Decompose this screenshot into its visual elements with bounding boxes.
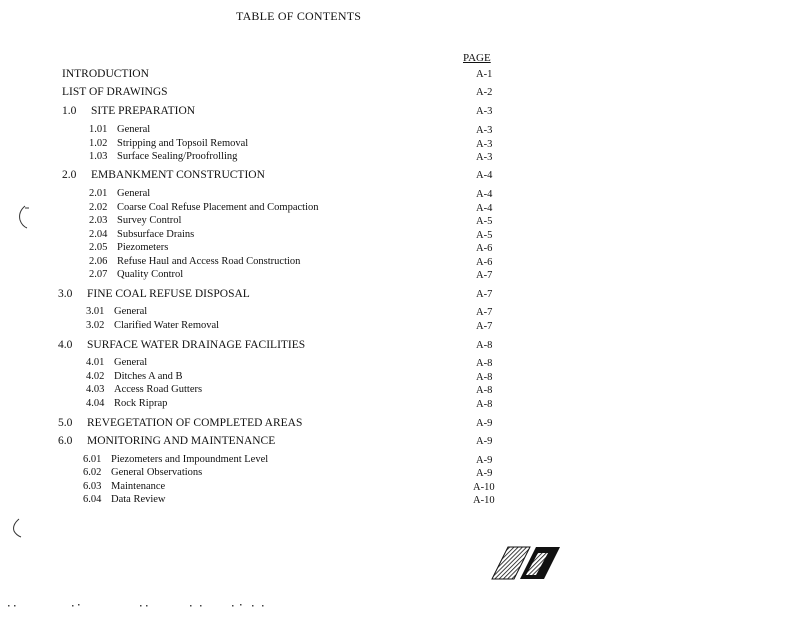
toc-number: 2.07 (89, 269, 108, 280)
toc-title: INTRODUCTION (62, 68, 149, 80)
toc-number: 2.01 (89, 188, 108, 199)
toc-number: 6.0 (58, 435, 73, 447)
toc-page: A-9 (476, 455, 493, 466)
toc-page: A-10 (473, 495, 495, 506)
toc-title: EMBANKMENT CONSTRUCTION (91, 169, 265, 181)
toc-title: Quality Control (117, 269, 184, 280)
toc-title: Access Road Gutters (114, 384, 203, 395)
toc-title: MONITORING AND MAINTENANCE (87, 435, 276, 447)
toc-title: Rock Riprap (114, 398, 168, 409)
toc-page: A-6 (476, 243, 493, 254)
page-column-header: PAGE (463, 52, 491, 64)
toc-number: 6.03 (83, 481, 102, 492)
toc-title: Refuse Haul and Access Road Construction (117, 256, 301, 267)
toc-number: 4.04 (86, 398, 105, 409)
toc-number: 2.0 (62, 169, 77, 181)
toc-page: A-3 (476, 152, 493, 163)
toc-title: Piezometers (117, 242, 169, 253)
toc-page: A-4 (476, 170, 493, 181)
company-logo-icon (490, 545, 562, 581)
toc-page: A-8 (476, 385, 493, 396)
toc-number: 3.01 (86, 306, 105, 317)
toc-title: Survey Control (117, 215, 182, 226)
toc-page: A-3 (476, 125, 493, 136)
toc-number: 3.0 (58, 288, 73, 300)
toc-number: 6.04 (83, 494, 102, 505)
toc-number: 4.03 (86, 384, 105, 395)
toc-number: 2.03 (89, 215, 108, 226)
toc-title: Piezometers and Impoundment Level (111, 454, 269, 465)
toc-number: 1.03 (89, 151, 108, 162)
toc-number: 1.02 (89, 138, 108, 149)
binder-hole-mark (16, 204, 30, 230)
toc-page: A-7 (476, 289, 493, 300)
toc-page: A-9 (476, 418, 493, 429)
toc-page: A-8 (476, 358, 493, 369)
toc-title: General (114, 357, 148, 368)
toc-title: SITE PREPARATION (91, 105, 196, 117)
toc-page: A-3 (476, 139, 493, 150)
toc-title: Data Review (111, 494, 166, 505)
toc-title: Ditches A and B (114, 371, 183, 382)
toc-title: REVEGETATION OF COMPLETED AREAS (87, 417, 303, 429)
toc-number: 5.0 (58, 417, 73, 429)
toc-title: General (117, 188, 151, 199)
toc-page: A-7 (476, 321, 493, 332)
toc-page: A-5 (476, 230, 493, 241)
toc-page: A-10 (473, 482, 495, 493)
toc-title: Stripping and Topsoil Removal (117, 138, 249, 149)
toc-title: Subsurface Drains (117, 229, 195, 240)
toc-number: 1.0 (62, 105, 77, 117)
toc-page: A-4 (476, 203, 493, 214)
toc-title: SURFACE WATER DRAINAGE FACILITIES (87, 339, 306, 351)
toc-page: A-8 (476, 372, 493, 383)
toc-title: FINE COAL REFUSE DISPOSAL (87, 288, 250, 300)
toc-number: 2.04 (89, 229, 108, 240)
toc-number: 2.05 (89, 242, 108, 253)
toc-page: A-3 (476, 106, 493, 117)
toc-title: Maintenance (111, 481, 166, 492)
document-title: TABLE OF CONTENTS (236, 9, 362, 23)
toc-page: A-4 (476, 189, 493, 200)
toc-title: Surface Sealing/Proofrolling (117, 151, 238, 162)
toc-number: 4.01 (86, 357, 105, 368)
toc-number: 4.0 (58, 339, 73, 351)
toc-number: 6.01 (83, 454, 102, 465)
toc-page: A-2 (476, 87, 493, 98)
scan-artifact-dots (0, 600, 300, 610)
toc-title: General (117, 124, 151, 135)
toc-page: A-1 (476, 69, 493, 80)
toc-page: A-8 (476, 399, 493, 410)
toc-title: LIST OF DRAWINGS (62, 86, 168, 98)
toc-page: A-9 (476, 436, 493, 447)
toc-title: Coarse Coal Refuse Placement and Compaction (117, 202, 319, 213)
toc-page: A-9 (476, 468, 493, 479)
binder-hole-mark (10, 517, 24, 539)
toc-title: General Observations (111, 467, 203, 478)
toc-title: General (114, 306, 148, 317)
toc-title: Clarified Water Removal (114, 320, 220, 331)
toc-number: 2.06 (89, 256, 108, 267)
toc-page: A-7 (476, 307, 493, 318)
toc-number: 1.01 (89, 124, 108, 135)
toc-number: 2.02 (89, 202, 108, 213)
toc-number: 4.02 (86, 371, 105, 382)
toc-page: A-6 (476, 257, 493, 268)
toc-page: A-7 (476, 270, 493, 281)
toc-number: 6.02 (83, 467, 102, 478)
toc-number: 3.02 (86, 320, 105, 331)
toc-page: A-5 (476, 216, 493, 227)
toc-page: A-8 (476, 340, 493, 351)
